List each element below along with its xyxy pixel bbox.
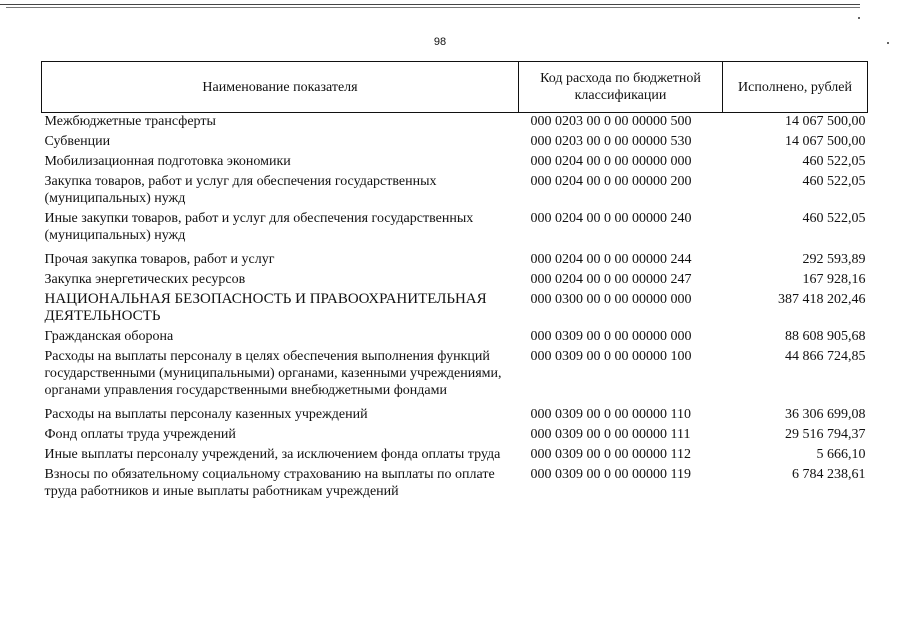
top-border-line-secondary bbox=[6, 7, 860, 8]
row-name: Иные выплаты персоналу учреждений, за исключением фонда оплаты труда bbox=[44, 447, 501, 462]
table-row bbox=[42, 291, 868, 328]
table-row bbox=[42, 406, 868, 426]
row-amount: 36 306 699,08 bbox=[785, 407, 866, 422]
row-amount: 14 067 500,00 bbox=[785, 114, 866, 129]
row-name: Фонд оплаты труда учреждений bbox=[44, 427, 236, 442]
row-code: 000 0203 00 0 00 00000 500 bbox=[530, 114, 692, 129]
row-name: Взносы по обязательному социальному страхованию на выплаты по оплате труда работников и иные выплаты работникам учреждений bbox=[44, 467, 495, 499]
row-name: Расходы на выплаты персоналу в целях обеспечения выполнения функций государственными (муниципальными) органами, казенными учреждениями, органами управления государственными внебюджетными фондами bbox=[44, 349, 502, 398]
row-amount: 460 522,05 bbox=[802, 211, 866, 226]
row-name: Прочая закупка товаров, работ и услуг bbox=[44, 252, 275, 267]
row-code: 000 0309 00 0 00 00000 112 bbox=[530, 447, 691, 462]
row-amount: 14 067 500,00 bbox=[785, 134, 866, 149]
row-code: 000 0309 00 0 00 00000 119 bbox=[530, 467, 691, 482]
row-amount: 44 866 724,85 bbox=[785, 349, 866, 364]
row-name: НАЦИОНАЛЬНАЯ БЕЗОПАСНОСТЬ И ПРАВООХРАНИТЕЛЬНАЯ ДЕЯТЕЛЬНОСТЬ bbox=[44, 291, 487, 324]
table-row bbox=[42, 133, 868, 153]
row-name: Закупка энергетических ресурсов bbox=[44, 272, 246, 287]
row-code: 000 0309 00 0 00 00000 100 bbox=[530, 349, 692, 364]
row-code: 000 0203 00 0 00 00000 530 bbox=[530, 134, 692, 149]
table-row bbox=[42, 446, 868, 466]
row-code: 000 0204 00 0 00 00000 244 bbox=[530, 252, 692, 267]
table-row bbox=[42, 426, 868, 446]
row-amount: 5 666,10 bbox=[816, 447, 866, 462]
header-indicator-name: Наименование показателя bbox=[42, 62, 519, 113]
row-name: Гражданская оборона bbox=[44, 329, 174, 344]
row-amount: 387 418 202,46 bbox=[778, 292, 866, 307]
table-row bbox=[42, 153, 868, 173]
budget-report-table bbox=[41, 61, 868, 503]
table-row bbox=[42, 271, 868, 291]
row-amount: 29 516 794,37 bbox=[785, 427, 866, 442]
scan-speck bbox=[887, 42, 889, 44]
table-row bbox=[42, 173, 868, 210]
row-amount: 460 522,05 bbox=[802, 174, 866, 189]
row-name: Иные закупки товаров, работ и услуг для обеспечения государственных (муниципальных) нужд bbox=[44, 211, 474, 243]
table-row bbox=[42, 113, 868, 134]
table-row bbox=[42, 466, 868, 503]
row-code: 000 0309 00 0 00 00000 000 bbox=[530, 329, 692, 344]
table-row bbox=[42, 348, 868, 406]
row-name: Закупка товаров, работ и услуг для обеспечения государственных (муниципальных) нужд bbox=[44, 174, 437, 206]
header-executed-amount: Исполнено, рублей bbox=[723, 62, 868, 113]
row-code: 000 0309 00 0 00 00000 111 bbox=[530, 427, 691, 442]
row-amount: 460 522,05 bbox=[802, 154, 866, 169]
scan-speck bbox=[858, 17, 860, 19]
table-row bbox=[42, 210, 868, 251]
row-amount: 88 608 905,68 bbox=[785, 329, 866, 344]
row-name: Субвенции bbox=[44, 134, 111, 149]
row-name: Мобилизационная подготовка экономики bbox=[44, 154, 291, 169]
table-row bbox=[42, 328, 868, 348]
table-row bbox=[42, 251, 868, 271]
row-name: Межбюджетные трансферты bbox=[44, 114, 216, 129]
row-code: 000 0204 00 0 00 00000 200 bbox=[530, 174, 692, 189]
row-amount: 167 928,16 bbox=[802, 272, 866, 287]
row-name: Расходы на выплаты персоналу казенных учреждений bbox=[44, 407, 368, 422]
header-budget-code: Код расхода по бюджетной классификации bbox=[519, 62, 723, 113]
page-number: 98 bbox=[433, 36, 447, 48]
row-code: 000 0300 00 0 00 00000 000 bbox=[530, 292, 692, 307]
row-amount: 292 593,89 bbox=[802, 252, 866, 267]
row-code: 000 0204 00 0 00 00000 247 bbox=[530, 272, 692, 287]
row-code: 000 0204 00 0 00 00000 240 bbox=[530, 211, 692, 226]
row-code: 000 0204 00 0 00 00000 000 bbox=[530, 154, 692, 169]
row-amount: 6 784 238,61 bbox=[792, 467, 866, 482]
row-code: 000 0309 00 0 00 00000 110 bbox=[530, 407, 691, 422]
table-header-row bbox=[42, 62, 868, 113]
top-border-line bbox=[0, 4, 860, 5]
